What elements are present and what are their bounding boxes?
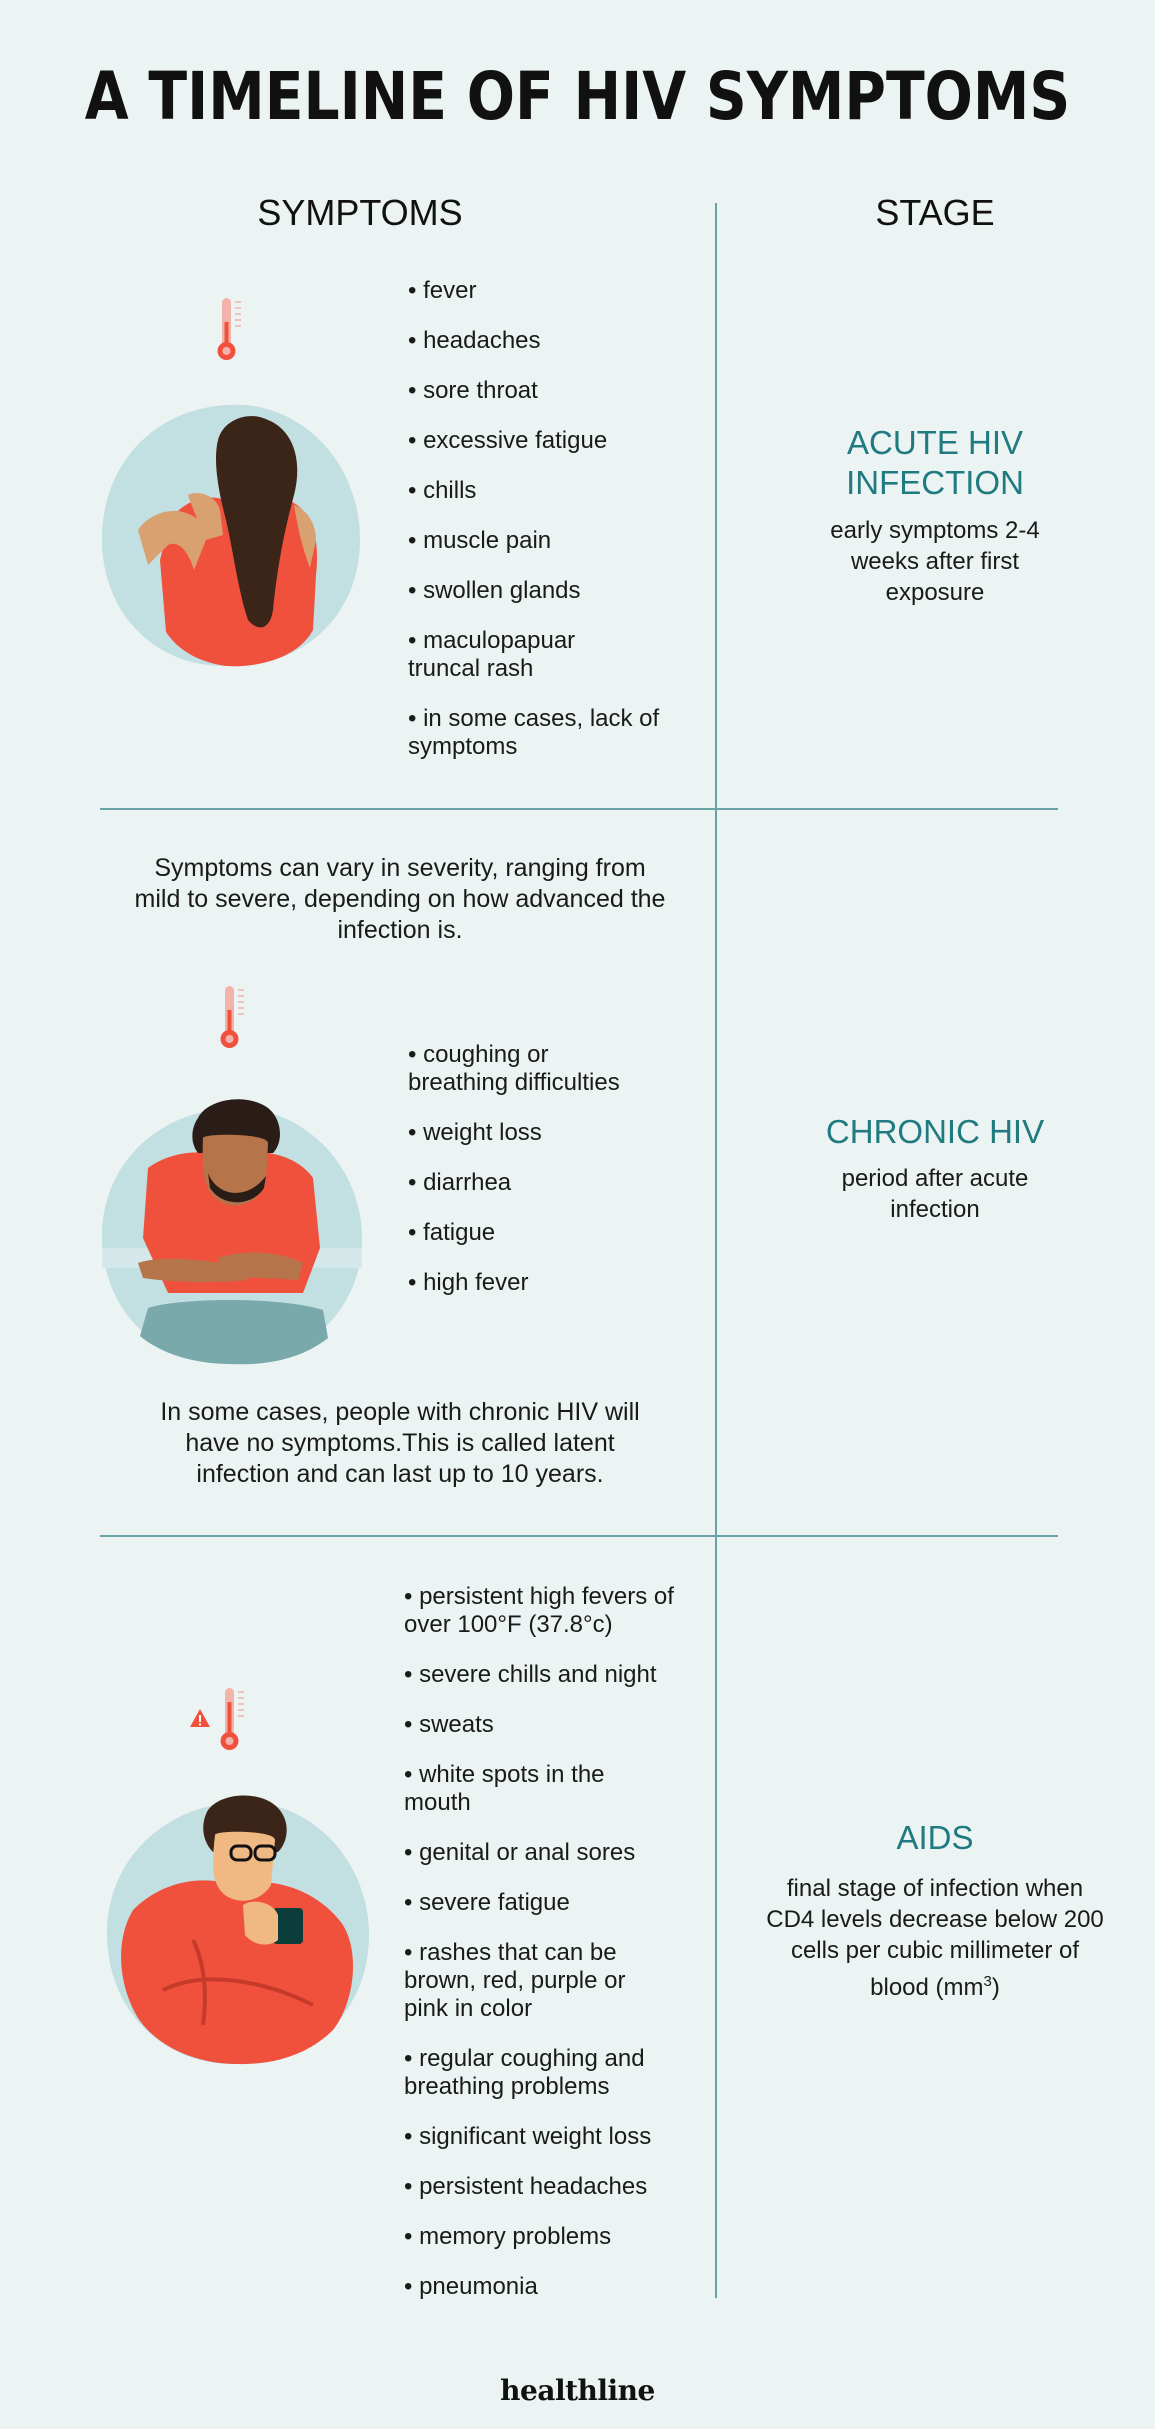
healthline-logo: healthline	[500, 2374, 655, 2407]
stage-name-chronic: CHRONIC HIV	[825, 1113, 1045, 1150]
list-item: • persistent high fevers of over 100°F (37.8°c)	[404, 1583, 694, 1639]
list-item: • headaches	[408, 327, 698, 355]
list-item: • chills	[408, 477, 698, 505]
list-item: • diarrhea	[408, 1169, 698, 1197]
woman-neck-pain-illustration	[98, 400, 364, 670]
list-item: • muscle pain	[408, 527, 698, 555]
stage-description-acute: early symptoms 2-4 weeks after first exposure	[830, 517, 1040, 606]
man-sick-illustration	[98, 1088, 366, 1366]
aids-symptom-list	[404, 1583, 704, 2301]
stage-description-aids	[760, 1873, 1110, 2003]
list-item: • persistent headaches	[404, 2173, 704, 2201]
stage-column-heading: STAGE	[875, 192, 995, 233]
stage-name-acute: ACUTE HIV INFECTION	[846, 424, 1024, 501]
list-item: • severe fatigue	[404, 1889, 704, 1917]
thermometer-icon	[218, 1686, 248, 1754]
acute-symptom-list	[408, 277, 698, 761]
chronic-intro-text: Symptoms can vary in severity, ranging from mild to severe, depending on how advanced the infection is.	[134, 854, 666, 944]
thermometer-icon	[218, 984, 248, 1052]
section-divider-2	[100, 1535, 1058, 1537]
superscript-3: 3	[983, 1973, 992, 1990]
list-item: • white spots in the mouth	[404, 1761, 644, 1817]
stage-description-aids-text: final stage of infection when CD4 levels decrease below 200 cells per cubic millimeter of blood (mm	[766, 1875, 1104, 2001]
list-item: • regular coughing and breathing problems	[404, 2045, 674, 2101]
list-item: • maculopapuar truncal rash	[408, 627, 598, 683]
list-item: • significant weight loss	[404, 2123, 704, 2151]
page-title: A TIMELINE OF HIV SYMPTOMS	[84, 58, 1071, 135]
warning-icon	[189, 1708, 211, 1728]
list-item: • fatigue	[408, 1219, 698, 1247]
list-item: • in some cases, lack of symptoms	[408, 705, 698, 761]
list-item: • memory problems	[404, 2223, 704, 2251]
stage-description-chronic: period after acute infection	[841, 1165, 1029, 1223]
list-item: • coughing or breathing difficulties	[408, 1041, 648, 1097]
stage-name-aids: AIDS	[896, 1819, 974, 1856]
thermometer-icon	[215, 296, 245, 364]
list-item: • sweats	[404, 1711, 704, 1739]
man-blanket-illustration	[103, 1790, 373, 2070]
list-item: • sore throat	[408, 377, 698, 405]
list-item: • severe chills and night	[404, 1661, 704, 1689]
chronic-latent-note: In some cases, people with chronic HIV will have no symptoms.This is called latent infection and can last up to 10 years.	[160, 1398, 640, 1488]
list-item: • swollen glands	[408, 577, 698, 605]
stage-description-aids-end: )	[991, 1974, 1000, 2001]
list-item: • excessive fatigue	[408, 427, 698, 455]
list-item: • fever	[408, 277, 698, 305]
section-divider-1	[100, 808, 1058, 810]
list-item: • high fever	[408, 1269, 698, 1297]
chronic-symptom-list	[408, 1041, 698, 1297]
column-divider	[715, 203, 717, 2298]
list-item: • genital or anal sores	[404, 1839, 704, 1867]
list-item: • rashes that can be brown, red, purple or pink in color	[404, 1939, 664, 2023]
list-item: • pneumonia	[404, 2273, 704, 2301]
list-item: • weight loss	[408, 1119, 698, 1147]
symptoms-column-heading: SYMPTOMS	[257, 192, 463, 233]
